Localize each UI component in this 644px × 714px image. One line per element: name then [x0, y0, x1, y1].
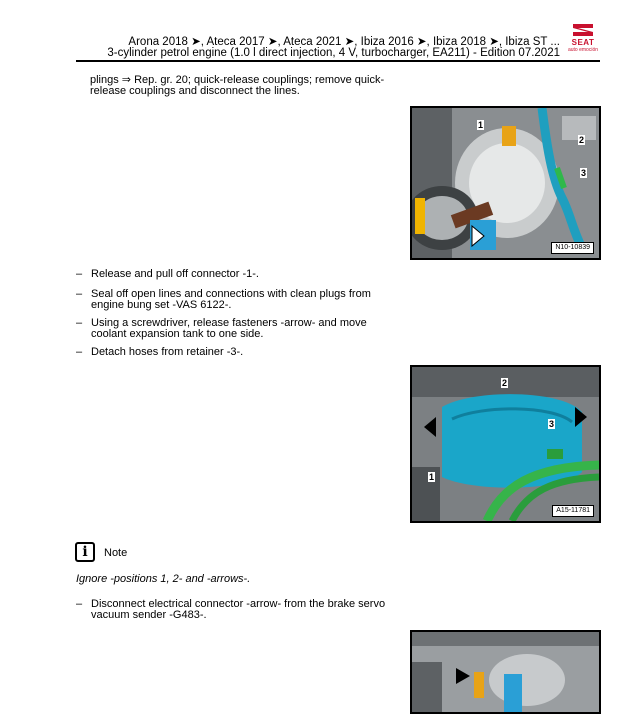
page-header [0, 0, 644, 62]
step-dash: – [76, 288, 83, 300]
seat-logo [566, 22, 600, 58]
figure-3-illustration [412, 632, 599, 712]
figure-2-callout-3: 3 [549, 419, 555, 429]
step-text: Detach hoses from retainer -3-. [91, 346, 244, 358]
figure-2-callout-2: 2 [502, 378, 508, 388]
figure-2-code: A15-11781 [552, 505, 594, 517]
note-text: Ignore -positions 1, 2- and -arrows-. [76, 573, 251, 585]
step-b-1 [76, 599, 386, 621]
step-text: Using a screwdriver, release fasteners -arrow- and move coolant expansion tank to one side. [91, 317, 367, 340]
figure-1 [410, 106, 601, 260]
figure-2-illustration [412, 367, 599, 521]
logo-tagline: auto emoción [567, 47, 599, 53]
figure-2 [410, 365, 601, 523]
step-a-3 [76, 318, 386, 340]
step-dash: – [76, 598, 83, 610]
note-title: Note [104, 547, 128, 559]
figure-1-callout-1: 1 [478, 120, 484, 130]
step-dash: – [76, 317, 83, 329]
intro-line-2: release couplings and disconnect the lines. [90, 85, 300, 97]
header-models: Arona 2018 ➤, Ateca 2017 ➤, Ateca 2021 ➤, Ibiza 2016 ➤, Ibiza 2018 ➤, Ibiza ST ... [128, 36, 560, 48]
info-icon: i [75, 542, 95, 562]
step-text: Seal off open lines and connections with clean plugs from engine bung set -VAS 6122-. [91, 288, 371, 311]
figure-3 [410, 630, 601, 714]
step-text: Release and pull off connector -1-. [91, 268, 259, 280]
step-dash: – [76, 268, 83, 280]
figure-2-callout-1: 1 [429, 472, 435, 482]
step-a-1 [76, 269, 386, 280]
figure-1-code: N10-10839 [551, 242, 594, 254]
step-text: Disconnect electrical connector -arrow- from the brake servo vacuum sender -G483-. [91, 598, 386, 621]
intro-line-1: plings ⇒ Rep. gr. 20; quick-release couplings; remove quick- [90, 74, 385, 86]
step-dash: – [76, 346, 83, 358]
figure-1-callout-3: 3 [581, 168, 587, 178]
header-rule [76, 60, 600, 62]
figure-1-callout-2: 2 [579, 135, 585, 145]
step-a-2 [76, 289, 386, 311]
header-engine: 3-cylinder petrol engine (1.0 l direct injection, 4 V, turbocharger, EA211) - Edition 07.2021 [107, 47, 560, 59]
figure-1-illustration [412, 108, 599, 258]
logo-name: SEAT [571, 38, 595, 47]
step-a-4 [76, 347, 386, 358]
